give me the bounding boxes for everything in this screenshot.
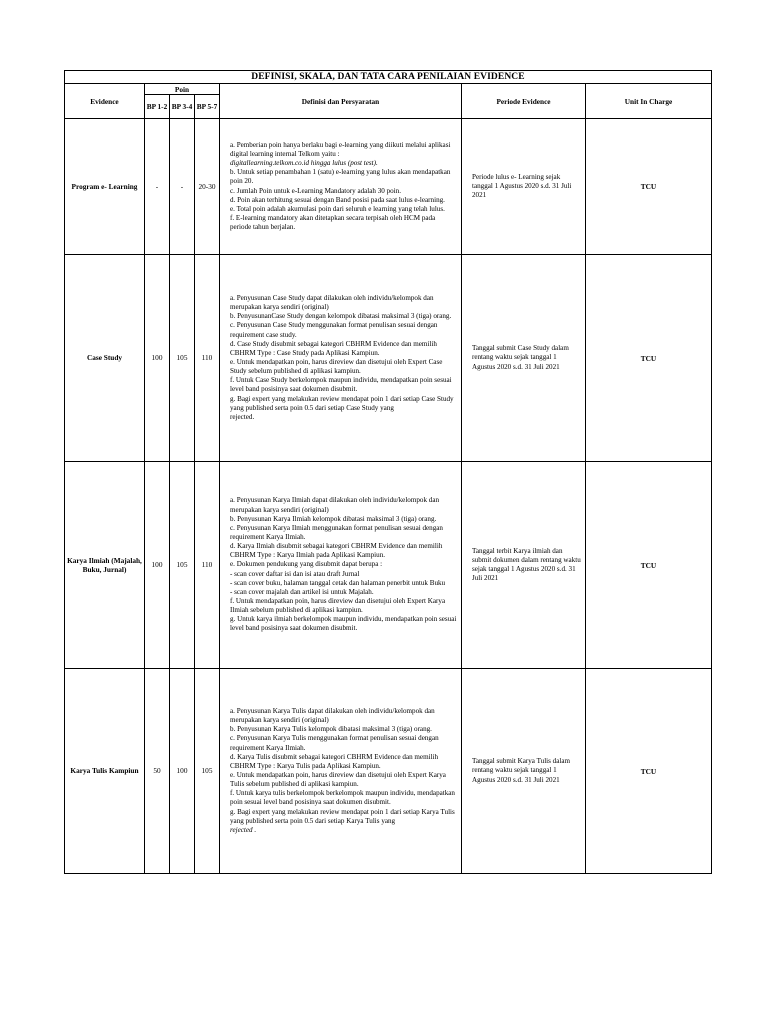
periode-cell: Tanggal submit Case Study dalam rentang waktu sejak tanggal 1 Agustus 2020 s.d. 31 Juli 2021 bbox=[462, 255, 586, 462]
poin-bp-5-7: 20-30 bbox=[195, 119, 220, 255]
header-periode: Periode Evidence bbox=[462, 84, 586, 119]
definition-item: - scan cover daftar isi dan isi atau draft Jurnal bbox=[230, 569, 360, 578]
definition-item: d. Poin akan terhitung sesuai dengan Band posisi pada saat lulus e-learning. bbox=[230, 195, 445, 204]
definition-item: c. Penyusunan Case Study menggunakan format penulisan sesuai dengan requirement case study. bbox=[230, 321, 438, 339]
definition-item: f. Untuk Case Study berkelompok maupun individu, mendapatkan poin sesuai level band posisinya saat dokumen disubmit. bbox=[230, 376, 452, 394]
header-poin: Poin bbox=[145, 84, 220, 95]
poin-bp-3-4: - bbox=[170, 119, 195, 255]
definition-item: e. Dokumen pendukung yang disubmit dapat berupa : bbox=[230, 560, 383, 569]
definition-item: d. Case Study disubmit sebagai kategori CBHRM Evidence dan memilih CBHRM Type : Case Study pada Aplikasi Kampiun. bbox=[230, 339, 437, 357]
poin-bp-3-4: 105 bbox=[170, 462, 195, 669]
evidence-table bbox=[64, 70, 712, 874]
definition-item: - scan cover majalah dan artikel isi untuk Majalah. bbox=[230, 587, 374, 596]
unit-cell: TCU bbox=[586, 119, 712, 255]
unit-cell: TCU bbox=[586, 255, 712, 462]
table-row bbox=[65, 119, 712, 255]
definition-item: b. PenyusunanCase Study dengan kelompok dibatasi maksimal 3 (tiga) orang. bbox=[230, 312, 452, 321]
definition-cell bbox=[220, 669, 462, 874]
definition-cell bbox=[220, 255, 462, 462]
definition-item: c. Penyusunan Karya Tulis menggunakan format penulisan sesuai dengan requirement Karya Ilmiah. bbox=[230, 734, 439, 752]
definition-item: d. Karya Ilmiah disubmit sebagai kategori CBHRM Evidence dan memilih CBHRM Type : Karya Ilmiah pada Aplikasi Kampiun. bbox=[230, 542, 443, 560]
definition-item: c. Penyusunan Karya Ilmiah menggunakan format penulisan sesuai dengan requirement Karya Ilmiah. bbox=[230, 523, 443, 541]
definition-item: b. Penyusunan Karya Tulis kelompok dibatasi maksimal 3 (tiga) orang. bbox=[230, 725, 432, 734]
definition-item: d. Karya Tulis disubmit sebagai kategori CBHRM Evidence dan memilih CBHRM Type : Karya Tulis pada Aplikasi Kampiun. bbox=[230, 752, 439, 770]
table-row bbox=[65, 462, 712, 669]
periode-cell: Periode lulus e- Learning sejak tanggal 1 Agustus 2020 s.d. 31 Juli 2021 bbox=[462, 119, 586, 255]
evidence-name: Karya Ilmiah (Majalah, Buku, Jurnal) bbox=[65, 462, 145, 669]
definition-item: f. Untuk mendapatkan poin, harus direview dan disetujui oleh Expert Karya Ilmiah sebelum published di aplikasi kampiun. bbox=[230, 596, 446, 615]
definition-cell bbox=[220, 462, 462, 669]
poin-bp-1-2: 100 bbox=[145, 255, 170, 462]
unit-cell: TCU bbox=[586, 669, 712, 874]
evidence-name: Karya Tulis Kampiun bbox=[65, 669, 145, 874]
definition-item: a. Penyusunan Karya Ilmiah dapat dilakukan oleh individu/kelompok dan merupakan karya sendiri (original) bbox=[230, 496, 440, 514]
poin-bp-5-7: 110 bbox=[195, 255, 220, 462]
definition-cell bbox=[220, 119, 462, 255]
definition-item: e. Total poin adalah akumulasi poin dari seluruh e learning yang telah lulus. bbox=[230, 204, 445, 213]
definition-item: a. Penyusunan Karya Tulis dapat dilakukan oleh individu/kelompok dan merupakan karya sendiri (original) bbox=[230, 707, 435, 725]
poin-bp-5-7: 105 bbox=[195, 669, 220, 874]
poin-bp-1-2: - bbox=[145, 119, 170, 255]
definition-item: g. Bagi expert yang melakukan review mendapat poin 1 dari setiap Case Study yang published serta poin 0.5 dari setiap Case Study yang bbox=[230, 394, 454, 412]
definition-item: rejected . bbox=[230, 825, 257, 834]
header-evidence: Evidence bbox=[65, 84, 145, 119]
definition-item: g. Bagi expert yang melakukan review mendapat poin 1 dari setiap Karya Tulis yang published serta poin 0.5 dari setiap Karya Tulis yang bbox=[230, 807, 455, 825]
definition-item: b. Penyusunan Karya Ilmiah kelompok dibatasi maksimal 3 (tiga) orang. bbox=[230, 514, 437, 523]
table-row bbox=[65, 669, 712, 874]
definition-item: g. Untuk karya ilmiah berkelompok maupun individu, mendapatkan poin sesuai level band posisinya saat dokumen disubmit. bbox=[230, 615, 457, 633]
definition-item: - scan cover buku, halaman tanggal cetak dan halaman penerbit untuk Buku bbox=[230, 578, 446, 587]
periode-cell: Tanggal submit Karya Tulis dalam rentang waktu sejak tanggal 1 Agustus 2020 s.d. 31 Juli 2021 bbox=[462, 669, 586, 874]
definition-item: f. Untuk karya tulis berkelompok berkelompok maupun individu, mendapatkan poin sesuai level band posisinya saat dokumen disubmit. bbox=[230, 789, 455, 807]
poin-bp-1-2: 50 bbox=[145, 669, 170, 874]
definition-item: b. Untuk setiap penambahan 1 (satu) e-learning yang lulus akan mendapatkan poin 20. bbox=[230, 168, 451, 186]
definition-item: c. Jumlah Poin untuk e-Learning Mandatory adalah 30 poin. bbox=[230, 186, 401, 195]
poin-bp-1-2: 100 bbox=[145, 462, 170, 669]
evidence-name: Case Study bbox=[65, 255, 145, 462]
periode-cell: Tanggal terbit Karya ilmiah dan submit dokumen dalam rentang waktu sejak tanggal 1 Agustus 2020 s.d. 31 Juli 2021 bbox=[462, 462, 586, 669]
poin-bp-5-7: 110 bbox=[195, 462, 220, 669]
header-definisi: Definisi dan Persyaratan bbox=[220, 84, 462, 119]
poin-bp-3-4: 100 bbox=[170, 669, 195, 874]
table-row bbox=[65, 255, 712, 462]
definition-item: a. Penyusunan Case Study dapat dilakukan oleh individu/kelompok dan merupakan karya sendiri (original) bbox=[230, 294, 434, 312]
header-bp-5-7: BP 5-7 bbox=[195, 95, 220, 119]
evidence-name: Program e- Learning bbox=[65, 119, 145, 255]
unit-cell: TCU bbox=[586, 462, 712, 669]
definition-item: a. Pemberian poin hanya berlaku bagi e-learning yang diikuti melalui aplikasi digital learning internal Telkom yaitu : bbox=[230, 140, 451, 158]
definition-item: e. Untuk mendapatkan poin, harus direview dan disetujui oleh Expert Case Study sebelum published di aplikasi kampiun. bbox=[230, 358, 443, 376]
definition-item: f. E-learning mandatory akan ditetapkan secara terpisah oleh HCM pada periode tahun berjalan. bbox=[230, 213, 436, 232]
header-bp-1-2: BP 1-2 bbox=[145, 95, 170, 119]
table-title: DEFINISI, SKALA, DAN TATA CARA PENILAIAN EVIDENCE bbox=[65, 71, 712, 84]
poin-bp-3-4: 105 bbox=[170, 255, 195, 462]
definition-item: digitallearning.telkom.co.id hingga lulus (post test). bbox=[230, 159, 378, 168]
header-unit: Unit In Charge bbox=[586, 84, 712, 119]
definition-item: rejected. bbox=[230, 412, 255, 421]
definition-item: e. Untuk mendapatkan poin, harus direview dan disetujui oleh Expert Karya Tulis sebelum published di aplikasi kampiun. bbox=[230, 771, 446, 789]
header-bp-3-4: BP 3-4 bbox=[170, 95, 195, 119]
